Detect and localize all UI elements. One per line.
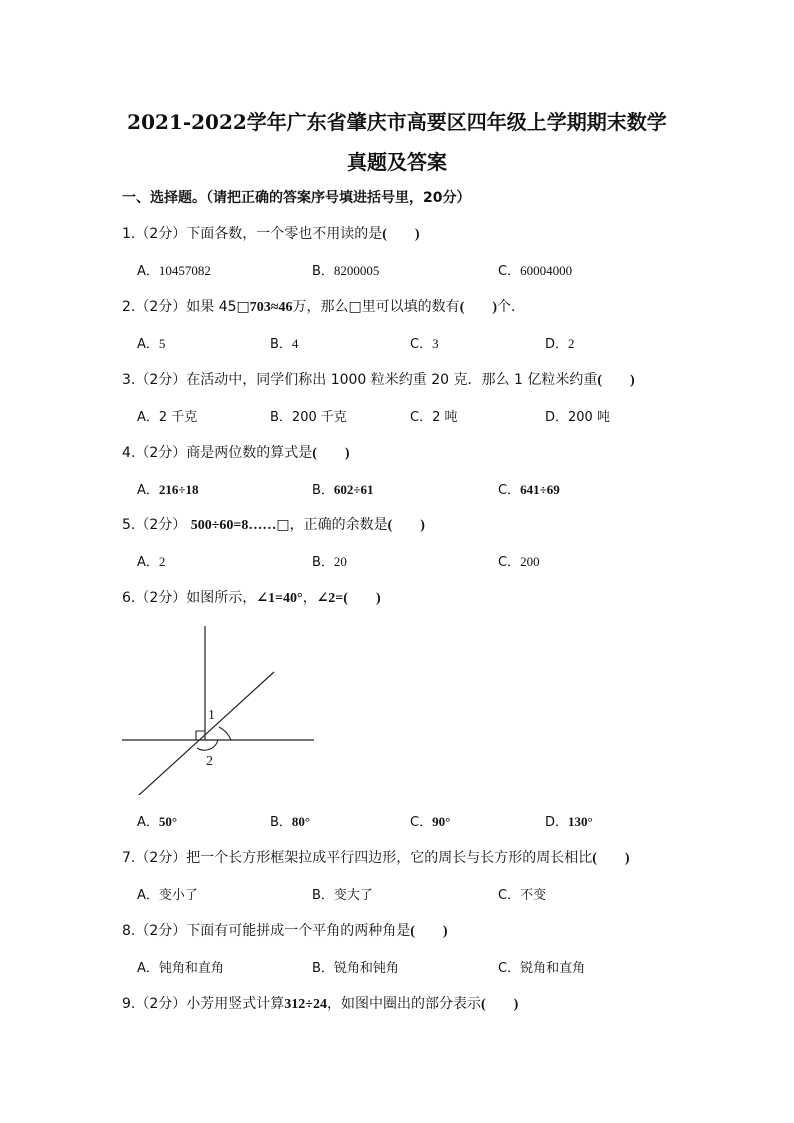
q5-option-b[interactable]: B．20	[312, 554, 347, 570]
question-3: 3.（2分）在活动中，同学们称出 1000 粒米约重 20 克．那么 1 亿粒米约重( )	[122, 372, 635, 388]
q4-option-a[interactable]: A．216÷18	[137, 482, 199, 498]
q6-option-c[interactable]: C．90°	[410, 814, 451, 830]
question-2: 2.（2分）如果 45□703≈46万，那么□里可以填的数有( )个．	[122, 299, 526, 315]
q1-option-b[interactable]: B．8200005	[312, 263, 380, 279]
diagonal-line	[128, 672, 274, 795]
question-1: 1.（2分）下面各数，一个零也不用读的是( )	[122, 226, 420, 242]
doc-title-line2: 真题及答案	[347, 150, 447, 174]
question-8: 8.（2分）下面有可能拼成一个平角的两种角是( )	[122, 923, 448, 939]
q5-option-a[interactable]: A．2	[137, 554, 166, 570]
q2-option-b[interactable]: B．4	[270, 336, 299, 352]
blank-box: □	[276, 517, 290, 533]
q7-option-a[interactable]: A．变小了	[137, 888, 198, 903]
q8-option-c[interactable]: C．锐角和直角	[498, 961, 586, 976]
angle-2-arc	[197, 740, 218, 750]
angle-2-label: 2	[206, 754, 213, 769]
question-4: 4.（2分）商是两位数的算式是( )	[122, 445, 350, 461]
angle-1-arc	[219, 727, 231, 740]
q2-option-d[interactable]: D．2	[545, 336, 575, 352]
blank-box: □	[348, 299, 362, 315]
q6-option-b[interactable]: B．80°	[270, 814, 311, 830]
angle-1-label: 1	[208, 708, 215, 723]
q4-option-b[interactable]: B．602÷61	[312, 482, 374, 498]
q4-option-c[interactable]: C．641÷69	[498, 482, 560, 498]
angle-figure	[118, 620, 318, 795]
q8-option-a[interactable]: A．钝角和直角	[137, 961, 224, 976]
question-7: 7.（2分）把一个长方形框架拉成平行四边形，它的周长与长方形的周长相比( )	[122, 850, 630, 866]
doc-title-line1: 2021-2022学年广东省肇庆市高要区四年级上学期期末数学	[127, 110, 667, 134]
question-9: 9.（2分）小芳用竖式计算312÷24，如图中圈出的部分表示( )	[122, 996, 519, 1012]
q1-option-c[interactable]: C．60004000	[498, 263, 573, 279]
blank-box: □	[236, 299, 250, 315]
q2-option-c[interactable]: C．3	[410, 336, 439, 352]
q8-option-b[interactable]: B．锐角和钝角	[312, 961, 399, 976]
section-heading: 一、选择题。（请把正确的答案序号填进括号里，20分）	[122, 190, 471, 206]
question-5: 5.（2分） 500÷60=8……□，正确的余数是( )	[122, 517, 425, 533]
q5-option-c[interactable]: C．200	[498, 554, 540, 570]
q2-option-a[interactable]: A．5	[137, 336, 166, 352]
q6-option-d[interactable]: D．130°	[545, 814, 593, 830]
q3-option-a[interactable]: A．2 千克	[137, 410, 198, 425]
q3-option-c[interactable]: C．2 吨	[410, 410, 458, 425]
q3-option-b[interactable]: B．200 千克	[270, 410, 347, 425]
q1-option-a[interactable]: A．10457082	[137, 263, 211, 279]
q3-option-d[interactable]: D．200 吨	[545, 410, 610, 425]
q6-option-a[interactable]: A．50°	[137, 814, 178, 830]
q7-option-b[interactable]: B．变大了	[312, 888, 373, 903]
question-6: 6.（2分）如图所示，∠1=40°，∠2=( )	[122, 590, 381, 606]
q7-option-c[interactable]: C．不变	[498, 888, 547, 903]
